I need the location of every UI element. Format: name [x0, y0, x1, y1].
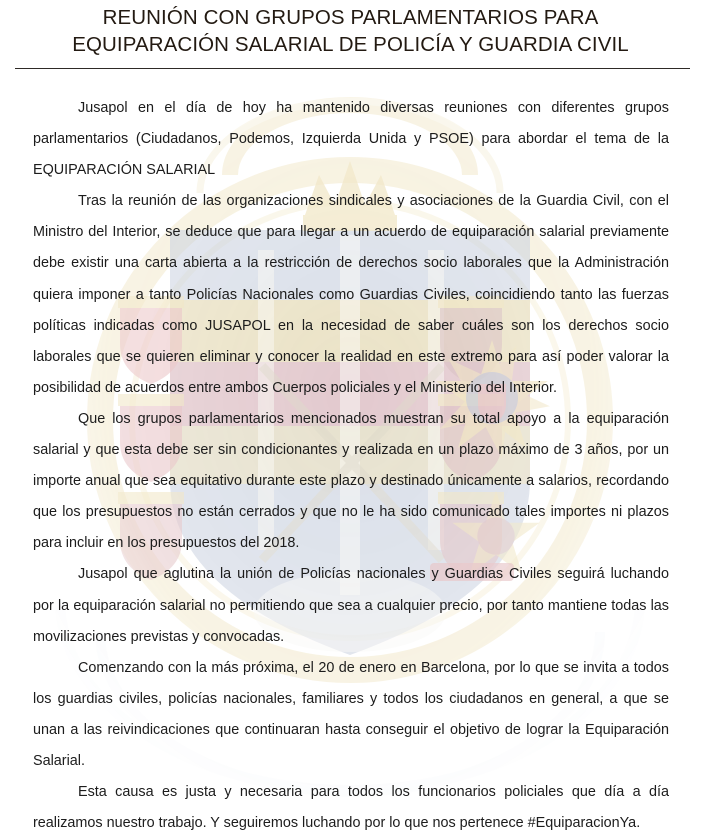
paragraph: Tras la reunión de las organizaciones sindicales y asociaciones de la Guardia Civil, con el Ministro del Interior, se deduce que para llegar a un acuerdo de equiparación salarial previamente debe existir una carta abierta a la restricción de derechos socio laborales que la Administración quiera imponer a tanto Policías Nacionales como Guardias Civiles, coincidiendo tanto las fuerzas políticas indicadas como JUSAPOL en la necesidad de saber cuáles son los derechos socio laborales que se quieren eliminar y conocer la realidad en este extremo para así poder valorar la posibilidad de acuerdos entre ambos Cuerpos policiales y el Ministerio del Interior.: [33, 193, 669, 396]
document-body: [33, 93, 669, 839]
paragraph: Comenzando con la más próxima, el 20 de enero en Barcelona, por lo que se invita a todos los guardias civiles, policías nacionales, familiares y todos los ciudadanos en general, a que se unan a las reivindicaciones que continuaran hasta conseguir el objetivo de lograr la Equiparación Salarial.: [33, 659, 669, 769]
paragraph: Esta causa es justa y necesaria para todos los funcionarios policiales que día a día realizamos nuestro trabajo. Y seguiremos luchando por lo que nos pertenece #EquiparacionYa.: [33, 784, 669, 832]
page-title: [0, 4, 701, 58]
page-title-line-2: EQUIPARACIÓN SALARIAL DE POLICÍA Y GUARDIA CIVIL: [72, 33, 629, 56]
paragraph: Jusapol en el día de hoy ha mantenido diversas reuniones con diferentes grupos parlamentarios (Ciudadanos, Podemos, Izquierda Unida y PSOE) para abordar el tema de la EQUIPARACIÓN SALARIAL: [33, 100, 669, 179]
paragraph: Que los grupos parlamentarios mencionados muestran su total apoyo a la equiparación salarial y que esta debe ser sin condicionantes y realizada en un plazo máximo de 3 años, por un importe anual que sea equitativo durante este plazo y destinado únicamente a salarios, recordando que los presupuestos no están cerrados y que no le ha sido comunicado tales importes ni plazos para incluir en los presupuestos del 2018.: [33, 410, 669, 552]
page-title-line-1: REUNIÓN CON GRUPOS PARLAMENTARIOS PARA: [102, 6, 599, 29]
title-divider: [15, 68, 690, 69]
paragraph: Jusapol que aglutina la unión de Policías nacionales y Guardias Civiles seguirá luchando por la equiparación salarial no permitiendo que sea a cualquier precio, por tanto mantiene todas las movilizaciones previstas y convocadas.: [33, 566, 669, 645]
